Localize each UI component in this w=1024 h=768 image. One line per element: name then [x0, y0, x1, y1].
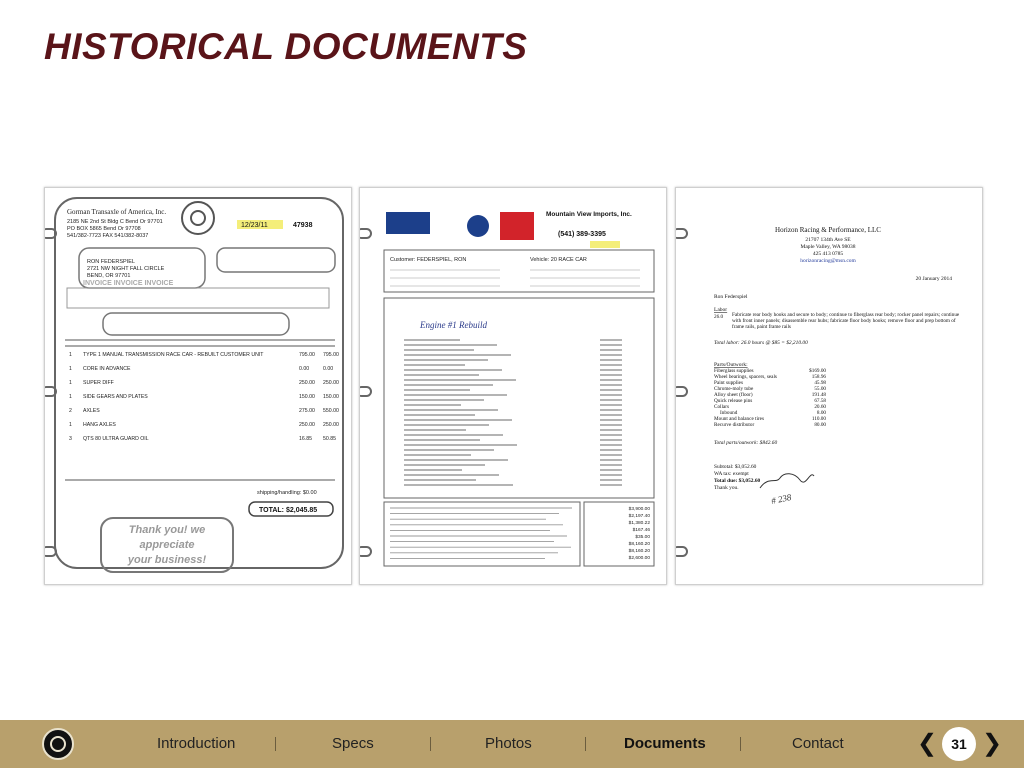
svg-text:0.00: 0.00 [323, 366, 334, 372]
svg-text:50.85: 50.85 [323, 436, 336, 442]
svg-text:CORE IN ADVANCE: CORE IN ADVANCE [83, 366, 131, 372]
gorman-invoice-scan [45, 188, 351, 584]
nav-introduction[interactable]: Introduction [157, 735, 236, 752]
doc1-phone: 541/382-7723 FAX 541/382-8037 [67, 233, 149, 239]
svg-text:3: 3 [69, 436, 72, 442]
svg-text:8.00: 8.00 [816, 410, 826, 416]
nav-separator [585, 737, 586, 751]
svg-text:$2,600.00: $2,600.00 [628, 556, 650, 561]
svg-text:Inbound: Inbound [720, 410, 738, 416]
svg-text:SIDE GEARS AND PLATES: SIDE GEARS AND PLATES [83, 394, 148, 400]
svg-text:Quick release pins: Quick release pins [714, 398, 753, 404]
work-order-scan [360, 188, 666, 584]
binder-ring [359, 546, 372, 557]
svg-text:550.00: 550.00 [323, 408, 339, 414]
svg-text:TYPE 1 MANUAL TRANSMISSION RAC: TYPE 1 MANUAL TRANSMISSION RACE CAR - REBUILT CUSTOMER UNIT [83, 352, 264, 358]
svg-text:Subtotal: $3,052.60: Subtotal: $3,052.60 [714, 464, 757, 470]
svg-text:AXLES: AXLES [83, 408, 100, 414]
doc1-customer-addr: 2721 NW NIGHT FALL CIRCLE [87, 266, 165, 272]
doc2-company: Mountain View Imports, Inc. [546, 211, 632, 218]
binder-ring [44, 546, 57, 557]
svg-text:250.00: 250.00 [323, 380, 339, 386]
svg-text:Thank you.: Thank you. [714, 485, 739, 491]
svg-text:Wheel bearings, spacers, seals: Wheel bearings, spacers, seals [714, 374, 777, 380]
imports-logo [386, 212, 430, 234]
svg-text:191.48: 191.48 [811, 392, 826, 398]
svg-text:21707 134th Ave SE: 21707 134th Ave SE [805, 237, 851, 243]
doc3-check-note: # 238 [770, 491, 793, 506]
doc1-customer-city: BEND, OR 97701 [87, 273, 131, 279]
svg-text:1: 1 [69, 352, 72, 358]
next-arrow-icon[interactable]: ❯ [981, 730, 1003, 757]
doc3-to: Ron Federspiel [714, 294, 748, 300]
svg-text:1: 1 [69, 394, 72, 400]
svg-text:Parts/Outwork:: Parts/Outwork: [714, 362, 748, 368]
svg-text:795.00: 795.00 [299, 352, 315, 358]
horizon-letter-scan [676, 188, 982, 584]
svg-text:26.0: 26.0 [714, 314, 724, 320]
svg-text:$8,160.20: $8,160.20 [628, 549, 650, 554]
doc1-shipping: shipping/handling: $0.00 [257, 490, 317, 496]
page-number-badge: 31 [942, 727, 976, 761]
svg-text:250.00: 250.00 [299, 380, 315, 386]
svg-text:0.00: 0.00 [299, 366, 310, 372]
binder-ring [675, 228, 688, 239]
bosch-logo [500, 212, 534, 240]
doc1-company: Gorman Transaxle of America, Inc. [67, 208, 167, 216]
svg-text:Chrome-moly tube: Chrome-moly tube [714, 386, 754, 392]
document-gorman-invoice[interactable] [44, 187, 352, 585]
svg-text:HANG AXLES: HANG AXLES [83, 422, 116, 428]
binder-ring [44, 386, 57, 397]
svg-text:110.00: 110.00 [811, 416, 826, 422]
document-horizon-racing-letter[interactable] [675, 187, 983, 585]
svg-text:$1,380.22: $1,380.22 [628, 521, 650, 526]
doc1-invoice-no: 47938 [293, 222, 313, 229]
doc1-address1: 2185 NE 2nd St Bldg C Bend Or 97701 [67, 219, 163, 225]
binder-ring [675, 546, 688, 557]
doc3-parts-total: Total parts/outwork: $842.60 [714, 440, 778, 446]
svg-text:1: 1 [69, 366, 72, 372]
svg-text:250.00: 250.00 [323, 422, 339, 428]
svg-text:45.98: 45.98 [814, 380, 826, 386]
svg-text:$167.46: $167.46 [632, 528, 650, 533]
svg-text:80.00: 80.00 [814, 422, 826, 428]
ase-logo [467, 215, 489, 237]
svg-text:16.85: 16.85 [299, 436, 312, 442]
doc2-vehicle: Vehicle: 20 RACE CAR [530, 257, 587, 263]
svg-text:55.00: 55.00 [814, 386, 826, 392]
doc2-handwriting: Engine #1 Rebuild [420, 320, 487, 330]
doc1-total: TOTAL: $2,045.85 [259, 507, 318, 514]
svg-text:275.00: 275.00 [299, 408, 315, 414]
svg-text:67.58: 67.58 [814, 398, 826, 404]
nav-documents[interactable]: Documents [624, 735, 706, 752]
doc3-total-due: Total due: $3,052.60 [714, 478, 761, 484]
doc1-thanks-3: your business! [127, 554, 207, 566]
binder-ring [359, 228, 372, 239]
svg-text:Collars: Collars [714, 404, 729, 410]
nav-separator [275, 737, 276, 751]
gear-logo [182, 202, 214, 234]
svg-text:158.96: 158.96 [811, 374, 826, 380]
nav-photos[interactable]: Photos [485, 735, 532, 752]
doc3-company: Horizon Racing & Performance, LLC [775, 226, 881, 234]
doc1-customer: RON FEDERSPIEL [87, 259, 135, 265]
bottom-nav-bar [0, 720, 1024, 768]
svg-text:$35.00: $35.00 [635, 535, 650, 540]
doc2-customer: Customer: FEDERSPIEL, RON [390, 257, 467, 263]
binder-ring [359, 386, 372, 397]
svg-text:1: 1 [69, 380, 72, 386]
nav-contact[interactable]: Contact [792, 735, 844, 752]
svg-text:Recurve distributor: Recurve distributor [714, 422, 755, 428]
document-mountain-view-work-order[interactable] [359, 187, 667, 585]
svg-text:Labor: Labor [714, 307, 728, 313]
nav-specs[interactable]: Specs [332, 735, 374, 752]
svg-text:$2,197.40: $2,197.40 [628, 514, 650, 519]
club-logo[interactable] [42, 728, 74, 760]
svg-text:150.00: 150.00 [299, 394, 315, 400]
binder-ring [44, 228, 57, 239]
nav-separator [740, 737, 741, 751]
prev-arrow-icon[interactable]: ❮ [916, 730, 938, 757]
doc1-address2: PO BOX 5865 Bend Or 97708 [67, 226, 141, 232]
doc1-thanks-1: Thank you! we [128, 524, 206, 536]
svg-text:2: 2 [69, 408, 72, 414]
svg-text:1: 1 [69, 422, 72, 428]
svg-text:$8,160.20: $8,160.20 [628, 542, 650, 547]
svg-text:Fiberglass supplies: Fiberglass supplies [714, 368, 754, 374]
signature [760, 474, 814, 488]
nav-separator [430, 737, 431, 751]
svg-text:Alloy sheet (floor): Alloy sheet (floor) [714, 392, 753, 398]
svg-text:$3,900.00: $3,900.00 [628, 507, 650, 512]
doc2-phone: (541) 389-3395 [558, 231, 606, 238]
svg-text:QTS 80 ULTRA GUARD OIL: QTS 80 ULTRA GUARD OIL [83, 436, 149, 442]
doc3-labor-desc: Fabricate rear body hooks and secure to body; continue to fiberglass rear body; rocker panel repairs; continue with front inner panels; disassemble rear hubs; fabricate floor body hooks; remove floor and prep bottom of frame rails, paint frame rails [732, 312, 960, 330]
svg-text:Paint supplies: Paint supplies [714, 380, 743, 386]
doc1-invoice-label: INVOICE INVOICE INVOICE [83, 280, 174, 287]
svg-text:20.60: 20.60 [814, 404, 826, 410]
svg-text:Maple Valley, WA 98038: Maple Valley, WA 98038 [800, 244, 856, 250]
svg-text:Mount and balance tires: Mount and balance tires [714, 416, 764, 422]
svg-text:795.00: 795.00 [323, 352, 339, 358]
doc1-date: 12/23/11 [241, 222, 268, 229]
doc3-date: 20 January 2014 [915, 276, 952, 282]
doc1-thanks-2: appreciate [139, 539, 195, 551]
svg-text:$169.00: $169.00 [809, 368, 826, 374]
svg-text:SUPER DIFF: SUPER DIFF [83, 380, 114, 386]
svg-text:425 413 0785: 425 413 0785 [812, 251, 844, 257]
svg-text:150.00: 150.00 [323, 394, 339, 400]
binder-ring [675, 386, 688, 397]
doc3-labor-total: Total labor: 26.0 hours @ $85 = $2,210.00 [714, 340, 808, 346]
svg-text:250.00: 250.00 [299, 422, 315, 428]
svg-text:WA tax: exempt: WA tax: exempt [714, 471, 749, 477]
svg-text:horizonracing@msn.com: horizonracing@msn.com [800, 258, 856, 264]
page-title: HISTORICAL DOCUMENTS [44, 26, 528, 67]
